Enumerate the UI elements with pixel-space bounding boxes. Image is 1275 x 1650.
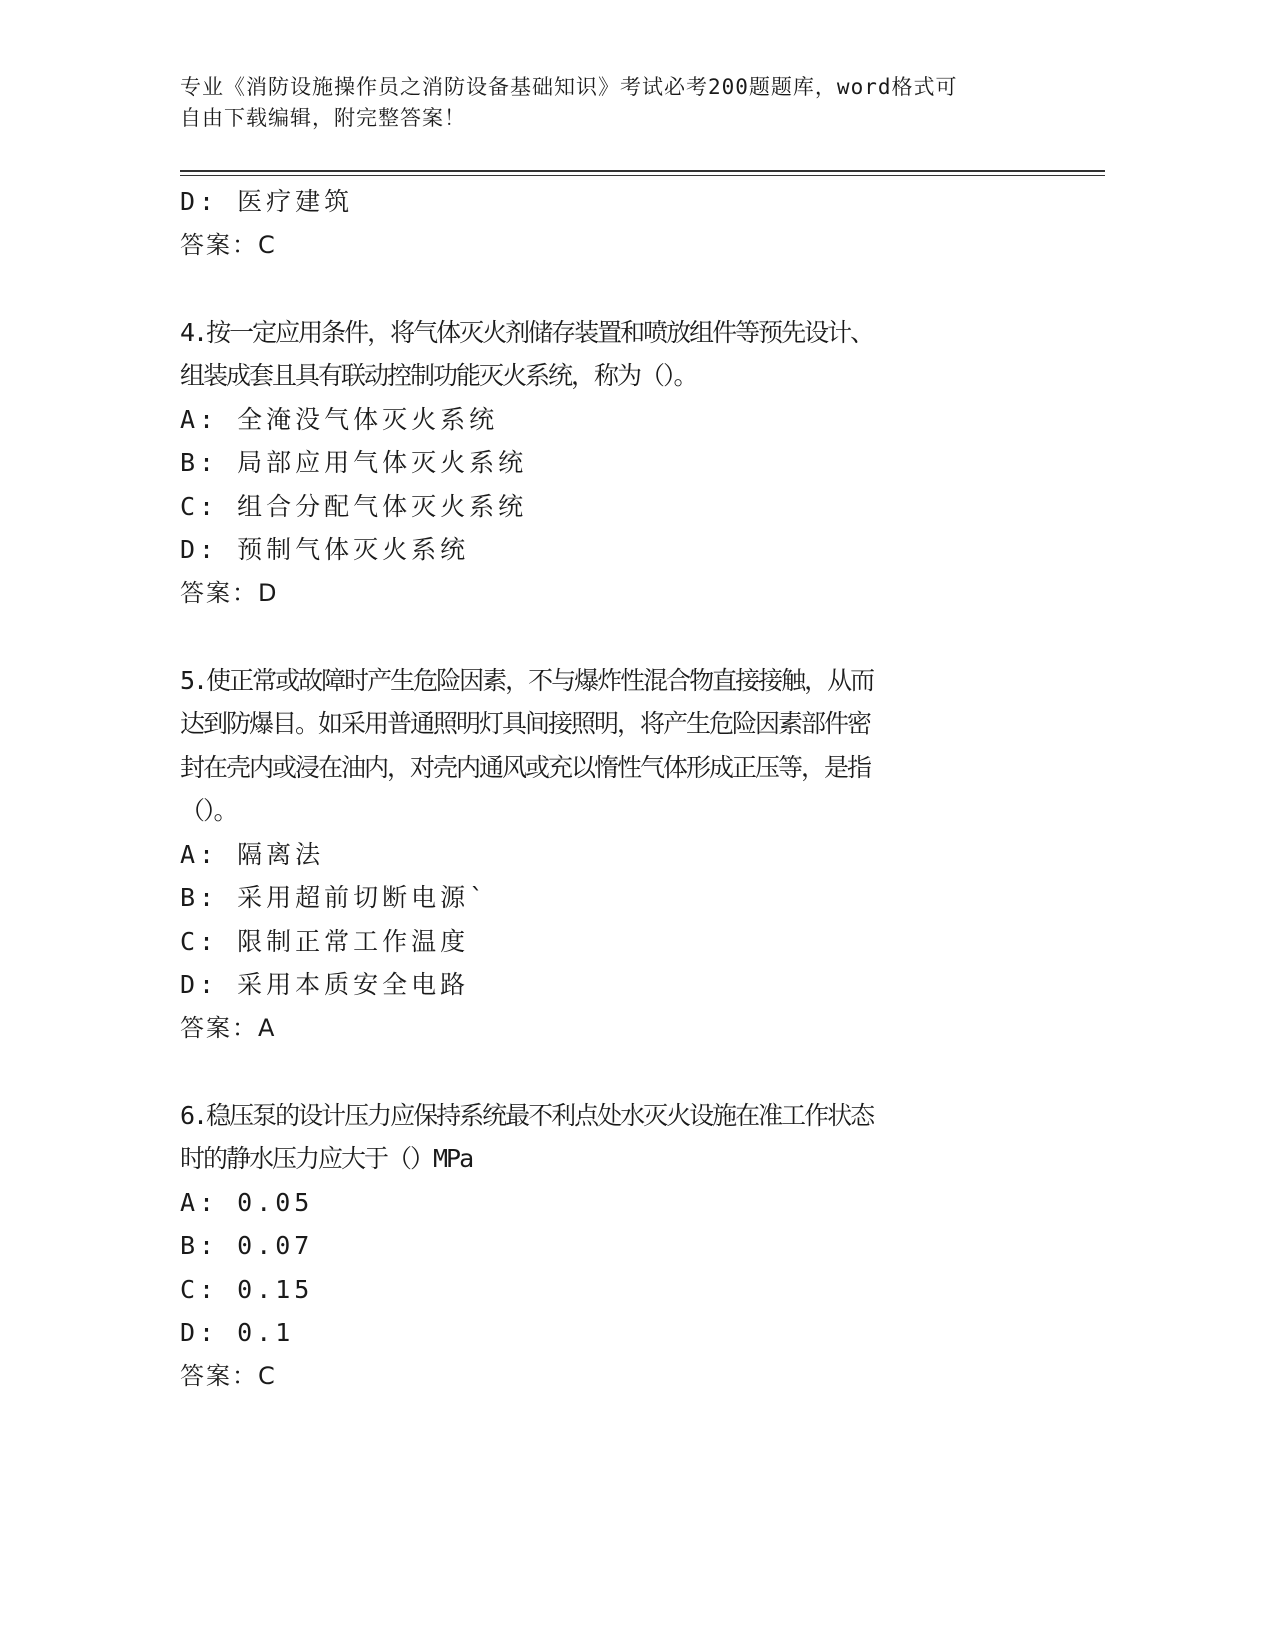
option-c: C: 限制正常工作温度: [180, 926, 470, 956]
header-line-2: 自由下载编辑，附完整答案！: [180, 106, 466, 130]
option-b: B: 采用超前切断电源`: [180, 883, 489, 912]
option-b: B: 局部应用气体灭火系统: [180, 448, 528, 477]
question-stem-line: 封在壳内或浸在油内，对壳内通风或充以惰性气体形成正压等，是指: [180, 752, 871, 782]
question-stem-line: 4.按一定应用条件，将气体灭火剂储存装置和喷放组件等预先设计、: [180, 317, 874, 347]
option-d: D: 0.1: [180, 1318, 295, 1347]
option-d: D: 预制气体灭火系统: [180, 535, 470, 564]
answer-line: 答案：D: [180, 578, 279, 607]
header-divider-thin: [180, 175, 1105, 176]
option-a: A: 全淹没气体灭火系统: [180, 404, 499, 434]
question-stem-line: 组装成套且具有联动控制功能灭火系统，称为（）。: [180, 361, 697, 390]
question-stem-line: 5.使正常或故障时产生危险因素，不与爆炸性混合物直接接触，从而: [180, 665, 874, 695]
option-a: A: 隔离法: [180, 839, 325, 869]
option-d: D: 医疗建筑: [180, 187, 354, 216]
question-stem-line: 时的静水压力应大于（）MPa: [180, 1144, 473, 1173]
spacer: [180, 615, 1040, 659]
header-line-1: 专业《消防设施操作员之消防设备基础知识》考试必考200题题库，word格式可: [180, 75, 958, 99]
option-b: B: 0.07: [180, 1231, 314, 1260]
answer-line: 答案：C: [180, 1361, 277, 1390]
option-c: C: 组合分配气体灭火系统: [180, 491, 528, 521]
document-header: [180, 72, 1040, 134]
header-divider-thick: [180, 170, 1105, 172]
answer-line: 答案：C: [180, 230, 277, 259]
option-a: A: 0.05: [180, 1187, 314, 1217]
question-6: [180, 1094, 1040, 1399]
question-stem-line: （）。: [180, 796, 237, 825]
spacer: [180, 267, 1040, 311]
question-list: [180, 180, 1040, 1398]
question-stem-line: 达到防爆目。如采用普通照明灯具间接照明，将产生危险因素部件密: [180, 709, 871, 738]
question-4: [180, 311, 1040, 616]
question-5: [180, 659, 1040, 1051]
answer-line: 答案：A: [180, 1013, 277, 1042]
question-stem-line: 6.稳压泵的设计压力应保持系统最不利点处水灭火设施在准工作状态: [180, 1100, 874, 1130]
option-c: C: 0.15: [180, 1274, 314, 1304]
option-d: D: 采用本质安全电路: [180, 970, 470, 999]
question-3-tail: [180, 180, 1040, 267]
spacer: [180, 1050, 1040, 1094]
